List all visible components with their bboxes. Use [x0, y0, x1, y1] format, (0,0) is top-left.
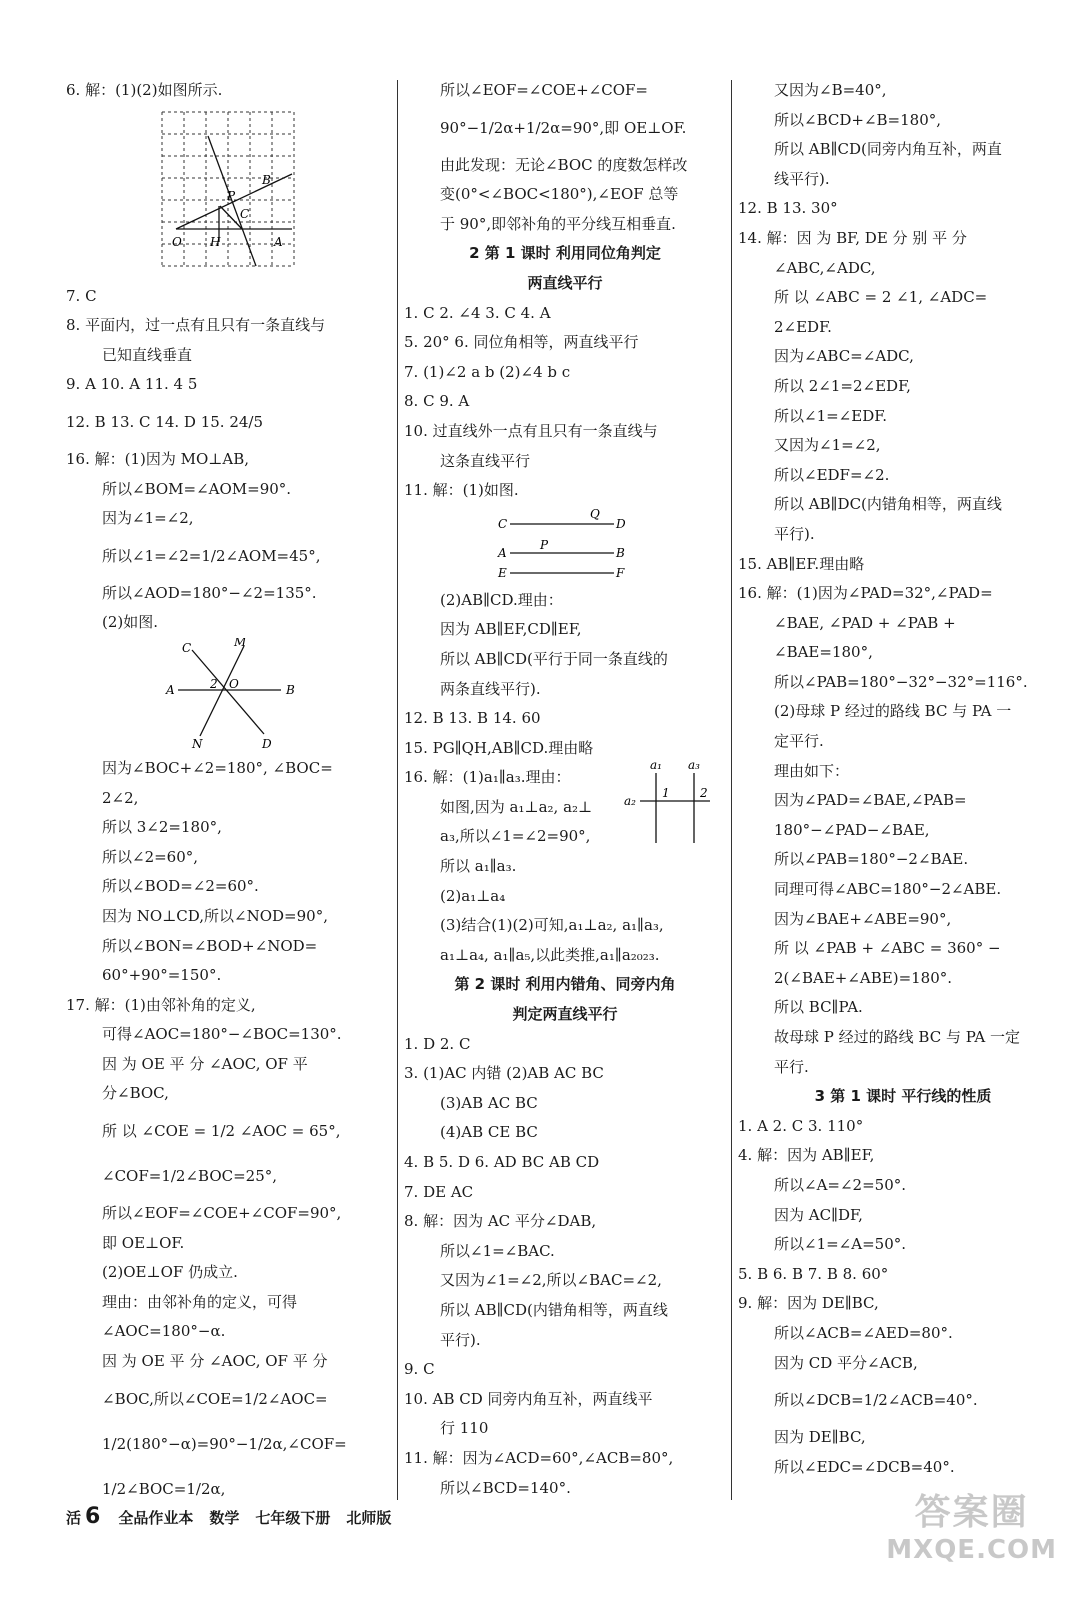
star-label-o: O: [229, 676, 239, 691]
parallel-label-c: C: [498, 516, 508, 531]
answer-line: 所以∠1=∠EDF.: [774, 406, 888, 425]
answer-line: 可得∠AOC=180°−∠BOC=130°.: [102, 1025, 342, 1044]
answer-line: ∠BOC,所以∠COE=1/2∠AOC=: [102, 1389, 328, 1408]
answer-line: 于 90°,即邻补角的平分线互相垂直.: [440, 214, 676, 233]
answer-line: 因为∠BAE+∠ABE=90°,: [774, 909, 952, 928]
answer-line: 15. AB∥EF.理由略: [738, 554, 865, 573]
answer-line: 2∠2,: [102, 788, 139, 807]
answer-line: 所以∠2=60°,: [102, 847, 199, 866]
answer-line: 8. 平面内，过一点有且只有一条直线与: [66, 316, 326, 335]
answer-line: 16. 解：(1)因为 MO⊥AB,: [66, 449, 250, 468]
star-label-b: B: [286, 682, 295, 697]
answer-line: 14. 解：因 为 BF, DE 分 别 平 分: [738, 228, 967, 247]
answer-line: 所以 2∠1=2∠EDF,: [774, 376, 911, 395]
column-divider-2: [731, 80, 732, 1500]
star-label-a: A: [166, 682, 175, 697]
answer-line: 所以∠EOF=∠COE+∠COF=90°,: [102, 1204, 342, 1223]
answer-line: 理由：由邻补角的定义，可得: [102, 1292, 298, 1311]
answer-line: 如图,因为 a₁⊥a₂, a₂⊥: [440, 797, 593, 816]
parallel-label-e: E: [498, 565, 507, 580]
star-label-2: 2: [210, 676, 218, 691]
answer-line: 因为 DE∥BC,: [774, 1428, 866, 1447]
answer-line: 所以 AB∥CD(平行于同一条直线的: [440, 649, 668, 668]
answer-line: 所以 AB∥DC(内错角相等，两直线: [774, 495, 1002, 514]
grid-label-h: H: [210, 234, 221, 249]
answer-line: 因 为 OE 平 分 ∠AOC, OF 平 分: [102, 1352, 328, 1371]
answer-line: 由此发现：无论∠BOC 的度数怎样改: [440, 155, 688, 174]
parallel-label-f: F: [616, 565, 625, 580]
answer-line: 这条直线平行: [440, 451, 531, 470]
answer-line: 因为 NO⊥CD,所以∠NOD=90°,: [102, 906, 328, 925]
figure-intersecting-lines: [66, 638, 386, 754]
figure-parallel: [404, 506, 726, 586]
answer-line: ∠COF=1/2∠BOC=25°,: [102, 1167, 278, 1186]
answer-line: 4. B 5. D 6. AD BC AB CD: [404, 1153, 600, 1171]
answer-line: 11. 解：因为∠ACD=60°,∠ACB=80°,: [404, 1448, 674, 1467]
answer-line: 180°−∠PAD−∠BAE,: [774, 820, 930, 839]
answer-line: ∠BAE=180°,: [774, 643, 873, 662]
answer-line: ∠AOC=180°−α.: [102, 1322, 226, 1341]
answer-line: 所以∠BON=∠BOD+∠NOD=: [102, 936, 318, 955]
lines-label-a3: a₃: [688, 758, 700, 773]
answer-line: 又因为∠1=∠2,: [774, 436, 881, 455]
answer-line: 7. DE AC: [404, 1182, 474, 1201]
answer-line: 5. 20° 6. 同位角相等，两直线平行: [404, 333, 639, 352]
lines-label-2: 2: [700, 786, 708, 801]
answer-line: 定平行.: [774, 732, 824, 751]
answer-line: 所以 AB∥CD(内错角相等，两直线: [440, 1300, 668, 1319]
answer-line: 6. 解：(1)(2)如图所示.: [66, 81, 223, 99]
answer-line: 9. A 10. A 11. 4 5: [66, 375, 198, 394]
answer-line: 3. (1)AC 内错 (2)AB AC BC: [404, 1064, 604, 1083]
answer-line: 8. C 9. A: [404, 392, 470, 411]
column-2: [404, 76, 726, 1503]
answer-line: 分∠BOC,: [102, 1084, 169, 1103]
answer-line: (2)母球 P 经过的路线 BC 与 PA 一: [774, 702, 1012, 721]
parallel-label-p: P: [540, 537, 549, 552]
star-label-m: M: [234, 637, 247, 649]
section-heading: 判定两直线平行: [512, 1005, 618, 1024]
answer-line: 又因为∠1=∠2,所以∠BAC=∠2,: [440, 1271, 662, 1290]
answer-line: a₃,所以∠1=∠2=90°,: [440, 827, 591, 846]
grid-label-p: P: [227, 188, 236, 203]
answer-line: 又因为∠B=40°,: [774, 81, 887, 99]
grid-label-c: C: [240, 206, 250, 221]
answer-line: 所以 BC∥PA.: [774, 998, 863, 1017]
answer-line: 因为∠BOC+∠2=180°, ∠BOC=: [102, 758, 333, 777]
answer-line: 90°−1/2α+1/2α=90°,即 OE⊥OF.: [440, 118, 687, 137]
page-number: 6: [85, 1504, 101, 1529]
answer-line: 平行.: [774, 1057, 809, 1076]
answer-line: 9. C: [404, 1360, 435, 1379]
answer-line: (3)AB AC BC: [440, 1093, 538, 1112]
answer-line: 行 110: [440, 1419, 489, 1438]
column-1: [66, 76, 386, 1512]
parallel-label-b: B: [616, 545, 625, 560]
section-heading: 2 第 1 课时 利用同位角判定: [469, 244, 661, 263]
answer-line: 10. 过直线外一点有且只有一条直线与: [404, 421, 658, 440]
answer-line: (4)AB CE BC: [440, 1123, 538, 1142]
answer-line: 7. (1)∠2 a b (2)∠4 b c: [404, 362, 571, 381]
answer-line: 16. 解：(1)因为∠PAD=32°,∠PAD=: [738, 584, 993, 603]
figure-perpendicular-lines: [624, 757, 714, 847]
answer-line: 1. D 2. C: [404, 1034, 471, 1053]
answer-line: 所 以 ∠PAB + ∠ABC = 360° −: [774, 939, 1001, 958]
parallel-label-d: D: [616, 516, 626, 531]
answer-line: 所以∠A=∠2=50°.: [774, 1175, 907, 1194]
lines-label-a2: a₂: [624, 794, 636, 809]
star-label-n: N: [192, 736, 203, 751]
answer-line: 所以∠EOF=∠COE+∠COF=: [440, 81, 648, 99]
answer-line: 故母球 P 经过的路线 BC 与 PA 一定: [774, 1028, 1021, 1046]
watermark: [886, 1484, 1057, 1565]
answer-line: 60°+90°=150°.: [102, 966, 222, 985]
footer-subject: 数学: [209, 1509, 240, 1527]
figure-grid: [66, 106, 386, 282]
answer-line: 1. C 2. ∠4 3. C 4. A: [404, 303, 551, 322]
answer-line: 即 OE⊥OF.: [102, 1233, 185, 1252]
answer-line: 12. B 13. B 14. 60: [404, 709, 541, 728]
answer-line: (2)a₁⊥a₄: [440, 886, 506, 905]
answer-line: 所以 AB∥CD(同旁内角互补，两直: [774, 140, 1002, 159]
answer-line: 8. 解：因为 AC 平分∠DAB,: [404, 1212, 597, 1231]
answer-line: 1. A 2. C 3. 110°: [738, 1116, 864, 1135]
answer-line: 所 以 ∠ABC = 2 ∠1, ∠ADC=: [774, 288, 988, 307]
answer-line: 所以∠1=∠2=1/2∠AOM=45°,: [102, 546, 321, 565]
answer-line: 所以 a₁∥a₃.: [440, 857, 517, 876]
star-label-c: C: [182, 640, 192, 655]
figure-grid: [66, 106, 386, 282]
answer-line: ∠ABC,∠ADC,: [774, 258, 876, 277]
parallel-label-a: A: [498, 545, 507, 560]
answer-line: 因为 AB∥EF,CD∥EF,: [440, 620, 582, 639]
answer-line: 因为∠1=∠2,: [102, 509, 194, 528]
answer-line: 17. 解：(1)由邻补角的定义,: [66, 995, 256, 1014]
answer-line: 两条直线平行).: [440, 679, 541, 698]
figure-parallel-lines: [404, 506, 724, 586]
answer-line: 所以∠BOD=∠2=60°.: [102, 877, 259, 896]
answer-line: 因为∠PAD=∠BAE,∠PAB=: [774, 791, 967, 810]
answer-line: 所以∠1=∠A=50°.: [774, 1235, 907, 1254]
watermark-line2: MXQE.COM: [886, 1535, 1057, 1565]
answer-line: 所以∠1=∠BAC.: [440, 1241, 555, 1260]
answer-line: 所以∠DCB=1/2∠ACB=40°.: [774, 1391, 978, 1410]
answer-line: 12. B 13. C 14. D 15. 24/5: [66, 412, 264, 431]
answer-line: 7. C: [66, 286, 97, 305]
answer-line: 同理可得∠ABC=180°−2∠ABE.: [774, 880, 1002, 899]
grid-label-a: A: [274, 234, 283, 249]
footer-brand: 活: [66, 1509, 82, 1527]
answer-line: 平行).: [440, 1330, 481, 1349]
answer-line: 所以∠BCD=140°.: [440, 1478, 571, 1497]
answer-line: 已知直线垂直: [102, 345, 193, 364]
answer-line: 因 为 OE 平 分 ∠AOC, OF 平: [102, 1054, 308, 1073]
column-divider-1: [397, 80, 398, 1500]
grid-label-b: B: [262, 172, 271, 187]
answer-line: 4. 解：因为 AB∥EF,: [738, 1146, 875, 1165]
footer-edition: 北师版: [346, 1509, 392, 1527]
answer-line: a₁⊥a₄, a₁∥a₅,以此类推,a₁∥a₂₀₂₃.: [440, 945, 660, 964]
answer-line: 9. 解：因为 DE∥BC,: [738, 1294, 879, 1313]
answer-line: 线平行).: [774, 169, 830, 188]
section-heading: 3 第 1 课时 平行线的性质: [814, 1087, 992, 1106]
answer-line: (2)OE⊥OF 仍成立.: [102, 1263, 238, 1282]
parallel-label-q: Q: [590, 506, 600, 521]
answer-line: 5. B 6. B 7. B 8. 60°: [738, 1264, 889, 1283]
answer-line: 1/2∠BOC=1/2α,: [102, 1479, 226, 1498]
lines-label-a1: a₁: [650, 758, 662, 773]
page-footer: [66, 1504, 407, 1529]
answer-line: 所以∠PAB=180°−2∠BAE.: [774, 850, 969, 869]
watermark-line1: 答案圈: [914, 1492, 1029, 1533]
answer-line: 因为 CD 平分∠ACB,: [774, 1353, 918, 1372]
answer-line: (3)结合(1)(2)可知,a₁⊥a₂, a₁∥a₃,: [440, 916, 664, 935]
answer-line: 11. 解：(1)如图.: [404, 481, 519, 500]
lines-label-1: 1: [662, 786, 670, 801]
section-heading: 两直线平行: [527, 273, 603, 292]
answer-line: 所以∠EDC=∠DCB=40°.: [774, 1457, 955, 1476]
answer-line: 1/2(180°−α)=90°−1/2α,∠COF=: [102, 1434, 347, 1453]
answer-line: 12. B 13. 30°: [738, 199, 838, 218]
grid-label-o: O: [172, 234, 182, 249]
answer-line: 所以∠EDF=∠2.: [774, 465, 890, 484]
answer-line: 平行).: [774, 524, 815, 543]
answer-line: 16. 解：(1)a₁∥a₃.理由： a₁ a₃ a₂ 1 2: [404, 763, 726, 793]
answer-line: 所以∠PAB=180°−32°−32°=116°.: [774, 672, 1028, 691]
answer-line: (2)如图.: [102, 613, 159, 632]
answer-line: 所以∠BOM=∠AOM=90°.: [102, 479, 292, 498]
answer-line: 理由如下：: [774, 761, 850, 780]
section-heading: 第 2 课时 利用内错角、同旁内角: [454, 975, 676, 994]
figure-star: [66, 638, 386, 754]
footer-grade: 七年级下册: [255, 1509, 331, 1527]
answer-line: 2(∠BAE+∠ABE)=180°.: [774, 968, 953, 987]
answer-line: 变(0°<∠BOC<180°),∠EOF 总等: [440, 185, 679, 204]
column-3: [738, 76, 1068, 1482]
answer-line: ∠BAE, ∠PAD + ∠PAB +: [774, 613, 956, 632]
answer-line: 10. AB CD 同旁内角互补，两直线平: [404, 1389, 653, 1408]
answer-line: 所以∠ACB=∠AED=80°.: [774, 1323, 953, 1342]
answer-line: 2∠EDF.: [774, 317, 832, 336]
answer-line: 15. PG∥QH,AB∥CD.理由略: [404, 738, 594, 757]
footer-book: 全品作业本: [118, 1509, 194, 1527]
answer-line: 所以∠BCD+∠B=180°,: [774, 110, 941, 129]
answer-line: 因为∠ABC=∠ADC,: [774, 347, 914, 366]
answer-line: (2)AB∥CD.理由：: [440, 590, 563, 609]
star-label-d: D: [262, 736, 272, 751]
answer-line: 所 以 ∠COE = 1/2 ∠AOC = 65°,: [102, 1122, 341, 1141]
answer-line: 所以 3∠2=180°,: [102, 818, 222, 837]
answer-line: 因为 AC∥DF,: [774, 1205, 863, 1224]
answer-line: 所以∠AOD=180°−∠2=135°.: [102, 583, 317, 602]
